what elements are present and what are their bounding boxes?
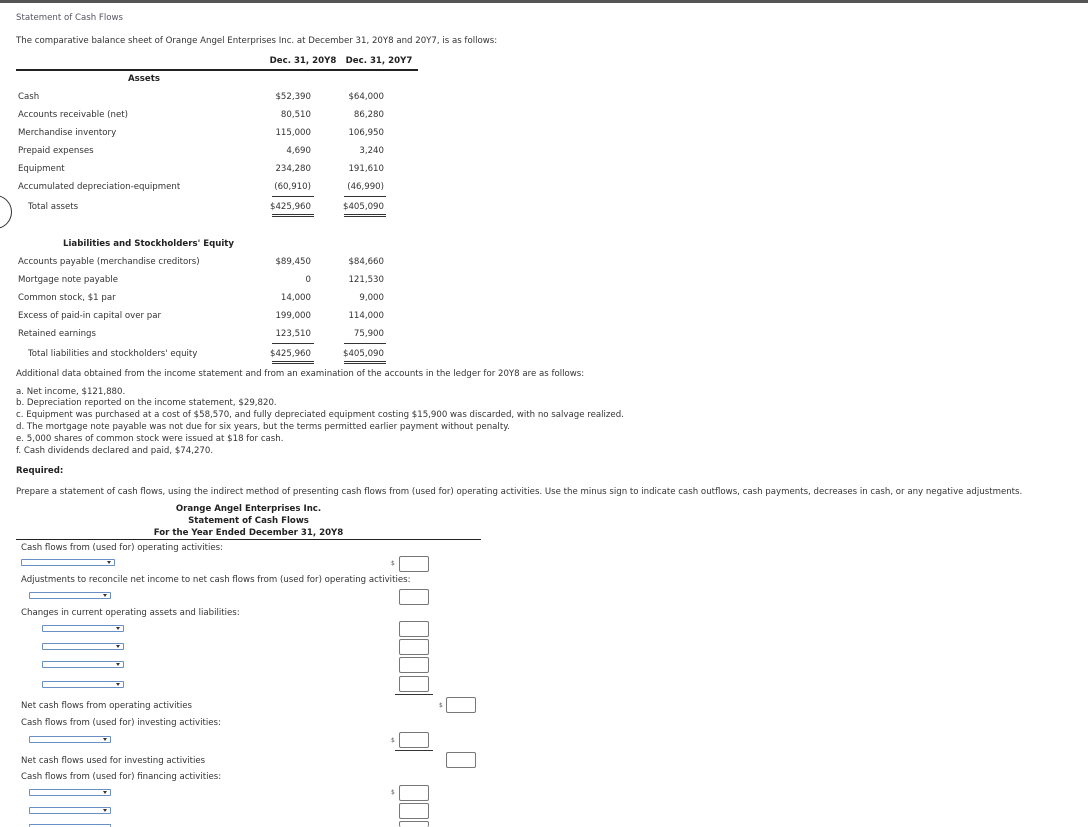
change-amount-input-1[interactable]	[399, 621, 429, 637]
row-value-20y7: 114,000	[348, 311, 384, 321]
row-value-20y8: 123,510	[275, 329, 311, 339]
row-label: Accounts receivable (net)	[18, 110, 128, 120]
row-label: Equipment	[18, 164, 65, 174]
dollar-sign: $	[439, 702, 443, 709]
net-income-amount-input[interactable]	[399, 556, 429, 572]
row-label: Prepaid expenses	[18, 146, 94, 156]
chevron-down-icon	[116, 645, 120, 648]
row-value-20y8: 199,000	[275, 311, 311, 321]
row-value-20y8: $52,390	[275, 92, 311, 102]
top-bar	[0, 0, 1088, 3]
row-value-20y7: 106,950	[348, 128, 384, 138]
intro-text: The comparative balance sheet of Orange Angel Enterprises Inc. at December 31, 20Y8 and 20Y7, is as follows:	[16, 36, 498, 46]
change-amount-input-2[interactable]	[399, 639, 429, 655]
row-value-20y8: 234,280	[275, 164, 311, 174]
change-amount-input-4[interactable]	[399, 676, 429, 692]
additional-item-d: d. The mortgage note payable was not due for six years, but the terms permitted earlier payment without penalty.	[16, 422, 510, 432]
operating-item-select[interactable]	[21, 559, 115, 566]
row-value-20y7: $64,000	[348, 92, 384, 102]
changes-heading: Changes in current operating assets and liabilities:	[21, 608, 240, 618]
chevron-down-icon	[103, 809, 107, 812]
header-rule	[16, 69, 418, 71]
financing-amount-input-2[interactable]	[399, 803, 429, 819]
statement-header-rule	[16, 539, 481, 540]
chevron-down-icon	[103, 594, 107, 597]
row-value-20y7: 3,240	[359, 146, 384, 156]
additional-item-b: b. Depreciation reported on the income statement, $29,820.	[16, 398, 277, 408]
change-select-3[interactable]	[42, 661, 124, 668]
investing-heading: Cash flows from (used for) investing activities:	[21, 718, 221, 728]
total-liabilities-20y7: $405,090	[342, 349, 384, 359]
financing-select-1[interactable]	[29, 789, 111, 796]
dollar-sign: $	[391, 737, 395, 744]
net-operating-amount-input[interactable]	[446, 697, 476, 713]
financing-amount-input-3[interactable]	[399, 821, 429, 827]
additional-item-f: f. Cash dividends declared and paid, $74,270.	[16, 446, 214, 456]
assets-heading: Assets	[128, 74, 160, 84]
total-liabilities-label: Total liabilities and stockholders' equity	[28, 349, 198, 359]
subtotal-rule	[344, 343, 386, 344]
adjustment-select[interactable]	[29, 592, 111, 599]
row-label: Merchandise inventory	[18, 128, 117, 138]
adjustment-amount-input[interactable]	[399, 589, 429, 605]
financing-select-2[interactable]	[29, 807, 111, 814]
total-double-rule	[272, 214, 314, 217]
total-liabilities-20y8: $425,960	[269, 349, 311, 359]
change-select-2[interactable]	[42, 643, 124, 650]
row-value-20y7: 9,000	[359, 293, 384, 303]
chevron-down-icon	[116, 683, 120, 686]
column-header-20y8: Dec. 31, 20Y8	[269, 56, 337, 66]
row-value-20y7: 75,900	[353, 329, 384, 339]
total-assets-20y8: $425,960	[269, 202, 311, 212]
row-label: Accumulated depreciation-equipment	[18, 182, 181, 192]
row-value-20y7: $84,660	[348, 257, 384, 267]
statement-name: Statement of Cash Flows	[188, 516, 309, 526]
operating-heading: Cash flows from (used for) operating activities:	[21, 543, 224, 553]
row-label: Common stock, $1 par	[18, 293, 116, 303]
required-instruction: Prepare a statement of cash flows, using the indirect method of presenting cash flows from (used for) operating activities. Use the minus sign to indicate cash outflows, cash payments, decreases in cash, or any negative adjustments.	[16, 487, 1023, 497]
total-assets-20y7: $405,090	[342, 202, 384, 212]
subtotal-rule	[344, 196, 386, 197]
chevron-down-icon	[103, 791, 107, 794]
row-value-20y8: 80,510	[280, 110, 311, 120]
net-operating-label: Net cash flows from operating activities	[21, 701, 193, 711]
scroll-indicator-circle	[0, 195, 12, 229]
row-label: Retained earnings	[18, 329, 96, 339]
dollar-sign: $	[391, 560, 395, 567]
row-value-20y8: 0	[305, 275, 311, 285]
net-investing-label: Net cash flows used for investing activities	[21, 756, 206, 766]
additional-item-e: e. 5,000 shares of common stock were issued at $18 for cash.	[16, 434, 284, 444]
row-value-20y8: 115,000	[275, 128, 311, 138]
column-header-20y7: Dec. 31, 20Y7	[345, 56, 413, 66]
statement-period: For the Year Ended December 31, 20Y8	[153, 528, 344, 538]
total-assets-label: Total assets	[28, 202, 79, 212]
liabilities-heading: Liabilities and Stockholders' Equity	[63, 239, 234, 249]
page-title: Statement of Cash Flows	[16, 13, 123, 23]
change-select-4[interactable]	[42, 681, 124, 688]
total-double-rule	[272, 361, 314, 364]
additional-intro: Additional data obtained from the income statement and from an examination of the accounts in the ledger for 20Y8 are as follows:	[16, 369, 585, 379]
financing-heading: Cash flows from (used for) financing activities:	[21, 772, 222, 782]
dollar-sign: $	[391, 789, 395, 796]
row-value-20y7: 191,610	[348, 164, 384, 174]
row-label: Cash	[18, 92, 40, 102]
total-double-rule	[344, 361, 386, 364]
additional-item-a: a. Net income, $121,880.	[16, 387, 126, 397]
row-value-20y8: 14,000	[280, 293, 311, 303]
financing-amount-input-1[interactable]	[399, 785, 429, 801]
statement-company: Orange Angel Enterprises Inc.	[175, 504, 322, 514]
row-value-20y8: $89,450	[275, 257, 311, 267]
chevron-down-icon	[103, 738, 107, 741]
chevron-down-icon	[116, 627, 120, 630]
row-value-20y7: 86,280	[353, 110, 384, 120]
change-amount-input-3[interactable]	[399, 657, 429, 673]
row-value-20y8: (60,910)	[274, 182, 311, 192]
investing-select[interactable]	[29, 736, 111, 743]
subtotal-rule	[395, 694, 433, 695]
row-label: Accounts payable (merchandise creditors)	[18, 257, 200, 267]
chevron-down-icon	[107, 561, 111, 564]
row-value-20y7: 121,530	[348, 275, 384, 285]
change-select-1[interactable]	[42, 625, 124, 632]
chevron-down-icon	[116, 663, 120, 666]
subtotal-rule	[272, 196, 314, 197]
subtotal-rule	[272, 343, 314, 344]
row-value-20y7: (46,990)	[347, 182, 384, 192]
net-investing-amount-input[interactable]	[446, 752, 476, 768]
row-value-20y8: 4,690	[286, 146, 311, 156]
additional-item-c: c. Equipment was purchased at a cost of $58,570, and fully depreciated equipment costing $15,900 was discarded, with no salvage realized.	[16, 410, 624, 420]
row-label: Mortgage note payable	[18, 275, 119, 285]
row-label: Excess of paid-in capital over par	[18, 311, 162, 321]
subtotal-rule	[395, 750, 433, 751]
total-double-rule	[344, 214, 386, 217]
adjustments-heading: Adjustments to reconcile net income to net cash flows from (used for) operating activities:	[21, 575, 411, 585]
investing-amount-input[interactable]	[399, 732, 429, 748]
required-heading: Required:	[16, 466, 64, 476]
